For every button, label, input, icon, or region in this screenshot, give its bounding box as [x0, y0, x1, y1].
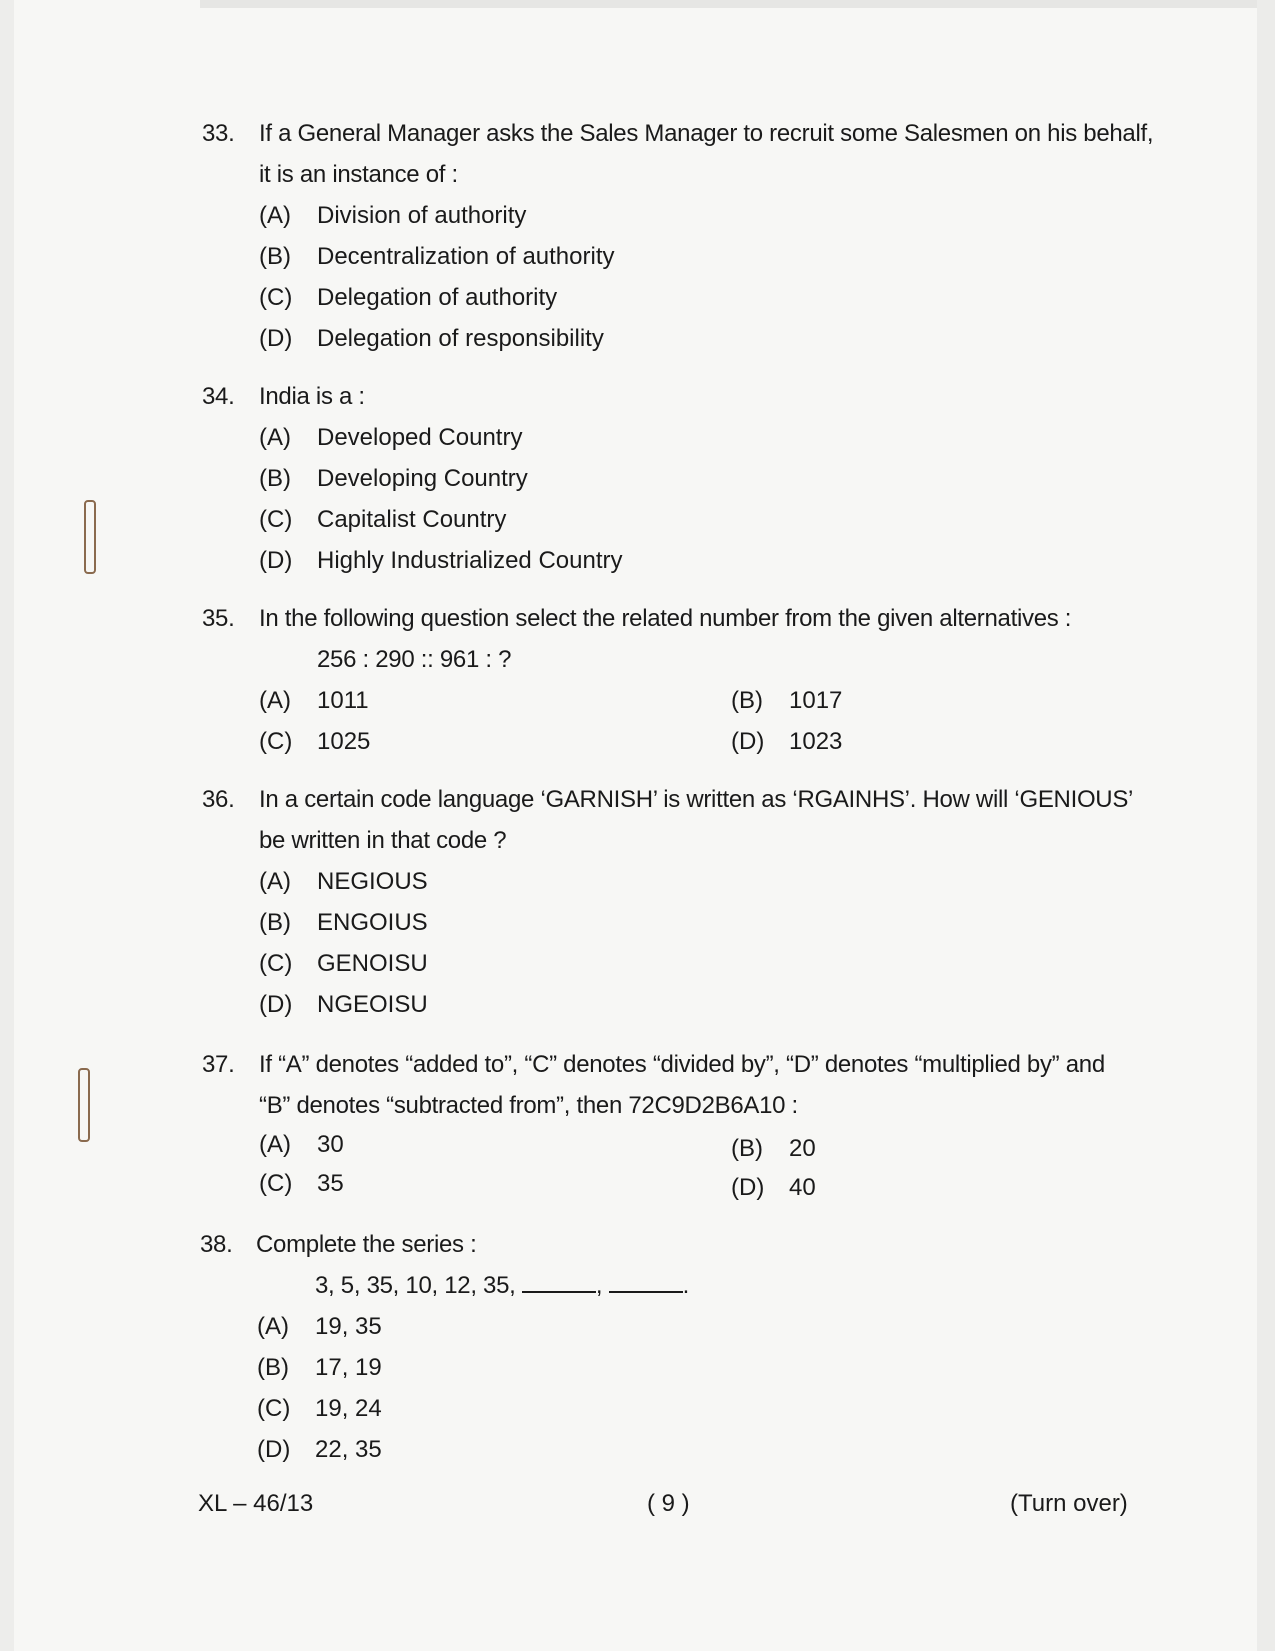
option-text: 20 — [789, 1135, 816, 1162]
option-label: (A) — [257, 1313, 289, 1340]
option-text: Delegation of authority — [317, 284, 558, 311]
option-label: (B) — [259, 909, 291, 936]
option-label: (B) — [731, 1135, 763, 1162]
option-text: 17, 19 — [315, 1354, 382, 1381]
option-label: (D) — [257, 1436, 291, 1463]
option-label: (D) — [259, 991, 293, 1018]
question-36-line2 — [202, 820, 1162, 861]
question-36 — [202, 779, 1162, 820]
option-label: (C) — [259, 950, 293, 977]
question-text: In a certain code language ‘GARNISH’ is written as ‘RGAINHS’. How will ‘GENIOUS’ — [259, 786, 1134, 813]
option-label: (C) — [257, 1395, 291, 1422]
question-number: 38. — [200, 1231, 233, 1258]
question-37 — [202, 1044, 1162, 1085]
staple-mark — [78, 1068, 90, 1142]
question-number: 37. — [202, 1051, 235, 1078]
option-label: (B) — [731, 687, 763, 714]
question-text: be written in that code ? — [259, 827, 507, 854]
option-text: 1025 — [317, 728, 371, 755]
option-label: (A) — [259, 424, 291, 451]
option-label: (A) — [259, 687, 291, 714]
option-text: Division of authority — [317, 202, 527, 229]
scan-left-edge — [0, 0, 14, 1651]
question-text: If a General Manager asks the Sales Manager to recruit some Salesmen on his behalf, — [259, 120, 1154, 147]
answer-blank — [522, 1271, 596, 1293]
answer-blank — [609, 1271, 683, 1293]
option-text: 1011 — [317, 687, 369, 714]
option-label: (C) — [259, 728, 293, 755]
question-text: “B” denotes “subtracted from”, then 72C9D2B6A10 : — [259, 1092, 798, 1119]
option-label: (D) — [731, 1174, 765, 1201]
question-expression: 256 : 290 :: 961 : ? — [317, 646, 512, 673]
option-label: (A) — [259, 1131, 291, 1158]
option-text: 19, 24 — [315, 1395, 382, 1422]
option-text: 1017 — [789, 687, 843, 714]
paper-code: XL – 46/13 — [198, 1490, 314, 1517]
option-label: (D) — [259, 325, 293, 352]
option-text: 35 — [317, 1170, 344, 1197]
question-33-line2 — [202, 154, 1162, 195]
option-label: (C) — [259, 1170, 293, 1197]
scan-right-edge — [1257, 0, 1275, 1651]
option-text: ENGOIUS — [317, 909, 428, 936]
option-text: NEGIOUS — [317, 868, 428, 895]
page-number: ( 9 ) — [647, 1490, 690, 1517]
question-number: 35. — [202, 605, 235, 632]
question-35 — [202, 598, 1162, 639]
question-34 — [202, 376, 1162, 417]
option-text: 1023 — [789, 728, 843, 755]
option-text: 40 — [789, 1174, 816, 1201]
series-text: 3, 5, 35, 10, 12, 35, — [315, 1272, 516, 1299]
question-text: India is a : — [259, 383, 365, 410]
option-label: (B) — [259, 465, 291, 492]
option-text: Delegation of responsibility — [317, 325, 604, 352]
turn-over-note: (Turn over) — [1010, 1490, 1128, 1517]
question-38-series: 3, 5, 35, 10, 12, 35, , . — [315, 1272, 690, 1299]
option-label: (B) — [257, 1354, 289, 1381]
question-number: 36. — [202, 786, 235, 813]
question-text: it is an instance of : — [259, 161, 458, 188]
option-label: (D) — [731, 728, 765, 755]
option-text: Developed Country — [317, 424, 523, 451]
option-label: (B) — [259, 243, 291, 270]
option-label: (A) — [259, 868, 291, 895]
question-37-line2 — [202, 1085, 1162, 1126]
scan-top-edge — [200, 0, 1275, 8]
staple-mark — [84, 500, 96, 574]
question-text: Complete the series : — [256, 1231, 477, 1258]
question-33 — [202, 113, 1162, 154]
question-35-expression — [259, 639, 959, 680]
option-text: 19, 35 — [315, 1313, 382, 1340]
option-text: Capitalist Country — [317, 506, 507, 533]
option-text: Highly Industrialized Country — [317, 547, 623, 574]
option-label: (A) — [259, 202, 291, 229]
option-text: NGEOISU — [317, 991, 428, 1018]
question-number: 34. — [202, 383, 235, 410]
question-text: If “A” denotes “added to”, “C” denotes “divided by”, “D” denotes “multiplied by” and — [259, 1051, 1105, 1078]
question-number: 33. — [202, 120, 235, 147]
option-text: Developing Country — [317, 465, 528, 492]
option-label: (C) — [259, 284, 293, 311]
question-text: In the following question select the related number from the given alternatives : — [259, 605, 1072, 632]
question-38 — [200, 1224, 1160, 1265]
option-text: Decentralization of authority — [317, 243, 615, 270]
option-text: GENOISU — [317, 950, 428, 977]
option-text: 22, 35 — [315, 1436, 382, 1463]
option-label: (D) — [259, 547, 293, 574]
option-text: 30 — [317, 1131, 344, 1158]
option-label: (C) — [259, 506, 293, 533]
